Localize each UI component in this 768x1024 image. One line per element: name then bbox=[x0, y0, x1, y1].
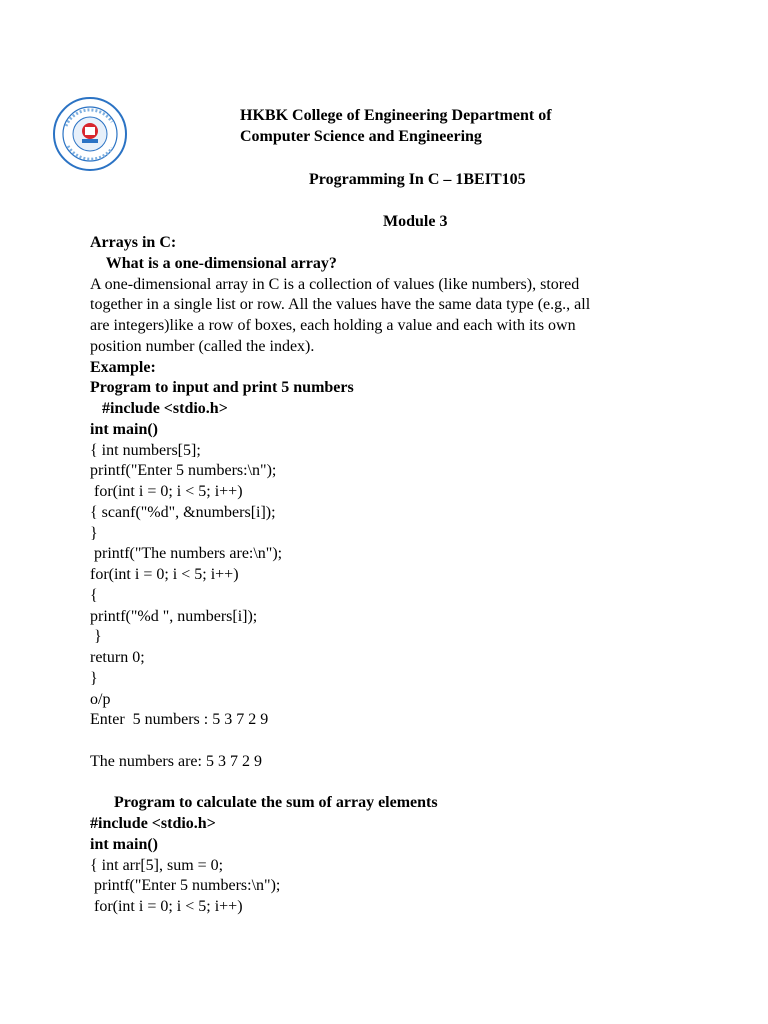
text-line: Program to calculate the sum of array elements bbox=[90, 794, 438, 811]
text-line: printf("The numbers are:\n"); bbox=[90, 545, 283, 562]
text-line: The numbers are: 5 3 7 2 9 bbox=[90, 753, 262, 770]
module-title: Module 3 bbox=[383, 213, 448, 230]
text-line: { scanf("%d", &numbers[i]); bbox=[90, 504, 276, 521]
text-line: { int arr[5], sum = 0; bbox=[90, 857, 224, 874]
header-title-line-2: Computer Science and Engineering bbox=[240, 128, 482, 145]
text-line: int main() bbox=[90, 836, 158, 853]
text-line: { bbox=[90, 587, 98, 604]
text-line: A one-dimensional array in C is a collection of values (like numbers), stored bbox=[90, 276, 580, 293]
text-line: o/p bbox=[90, 691, 111, 708]
text-line: int main() bbox=[90, 421, 158, 438]
course-title: Programming In C – 1BEIT105 bbox=[309, 171, 526, 188]
text-line: together in a single list or row. All the values have the same data type (e.g., all bbox=[90, 296, 591, 313]
text-line: position number (called the index). bbox=[90, 338, 315, 355]
text-line: are integers)like a row of boxes, each holding a value and each with its own bbox=[90, 317, 576, 334]
text-line: for(int i = 0; i < 5; i++) bbox=[90, 483, 243, 500]
text-line: } bbox=[90, 525, 98, 542]
text-line: #include <stdio.h> bbox=[90, 400, 228, 417]
text-line: } bbox=[90, 628, 102, 645]
text-line: printf("Enter 5 numbers:\n"); bbox=[90, 877, 281, 894]
text-line: } bbox=[90, 670, 98, 687]
text-line: for(int i = 0; i < 5; i++) bbox=[90, 898, 243, 915]
text-line: printf("%d ", numbers[i]); bbox=[90, 608, 258, 625]
text-line: { int numbers[5]; bbox=[90, 442, 201, 459]
text-line: printf("Enter 5 numbers:\n"); bbox=[90, 462, 277, 479]
text-line: Arrays in C: bbox=[90, 234, 177, 251]
text-line: for(int i = 0; i < 5; i++) bbox=[90, 566, 239, 583]
text-line: Program to input and print 5 numbers bbox=[90, 379, 354, 396]
text-line: Example: bbox=[90, 359, 156, 376]
college-logo bbox=[52, 96, 128, 172]
text-line: What is a one-dimensional array? bbox=[90, 255, 337, 272]
header-title-line-1: HKBK College of Engineering Department of bbox=[240, 107, 552, 124]
text-line: #include <stdio.h> bbox=[90, 815, 216, 832]
text-line: Enter 5 numbers : 5 3 7 2 9 bbox=[90, 711, 269, 728]
text-line: return 0; bbox=[90, 649, 145, 666]
